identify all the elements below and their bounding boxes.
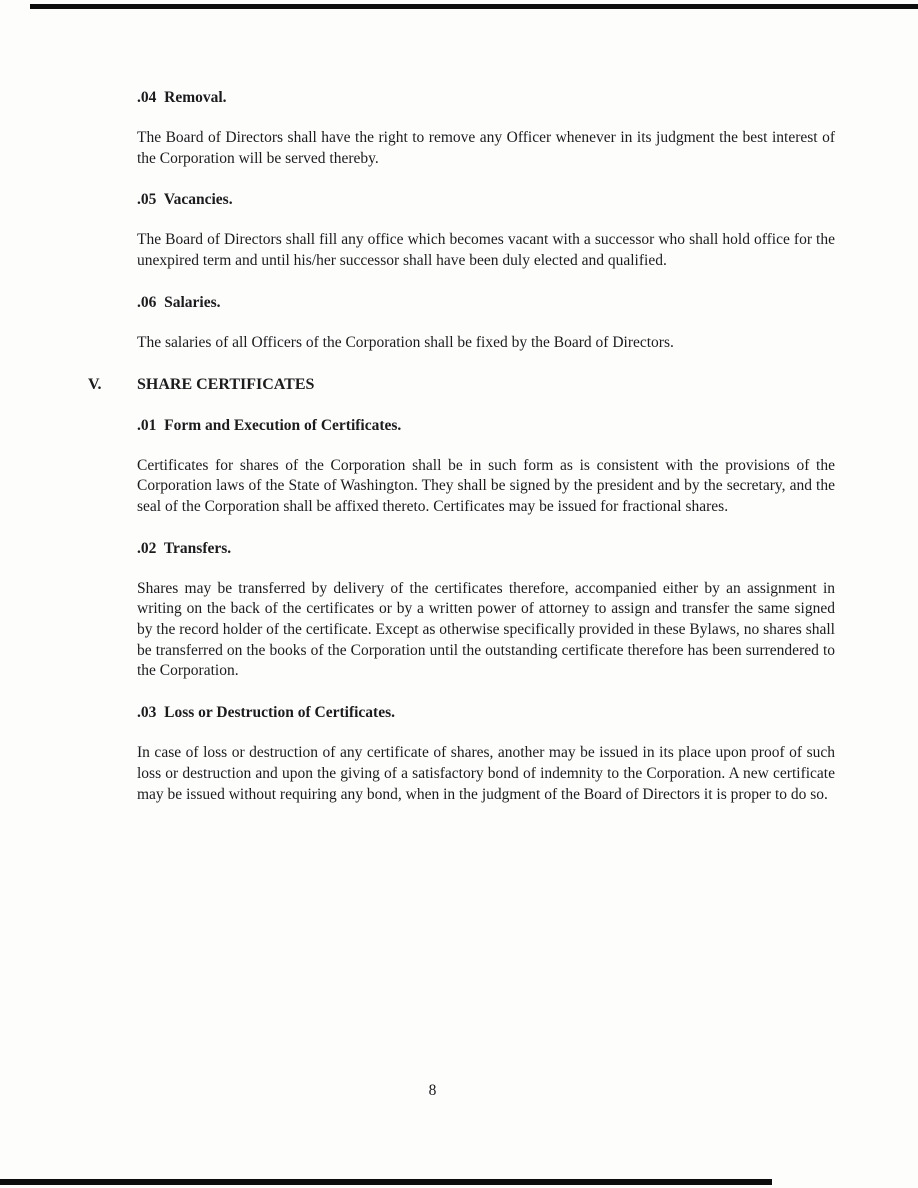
- subsection-heading-05-vacancies: .05 Vacancies.: [137, 191, 233, 209]
- subsection-heading-01-form-and-execution: .01 Form and Execution of Certificates.: [137, 416, 402, 434]
- subsection-heading-06-salaries: .06 Salaries.: [137, 293, 221, 311]
- article-numeral: V.: [88, 375, 102, 393]
- subsection-heading-03-loss-or-destruction: .03 Loss or Destruction of Certificates.: [137, 704, 395, 722]
- article-heading-share-certificates: [88, 375, 835, 395]
- subsection-heading-04-removal: .04 Removal.: [137, 89, 227, 106]
- paragraph-removal: The Board of Directors shall have the right to remove any Officer whenever in its judgment the best interest of the Corporation will be served thereby.: [137, 129, 835, 167]
- paragraph-loss-or-destruction: In case of loss or destruction of any certificate of shares, another may be issued in its place upon proof of such loss or destruction and upon the giving of a satisfactory bond of indemnity to the Corporation. A new certificate may be issued without requiring any bond, when in the judgment of the Board of Directors it is proper to do so.: [137, 744, 835, 803]
- document-content: [88, 88, 835, 826]
- article-title: SHARE CERTIFICATES: [137, 375, 315, 393]
- paragraph-form-and-execution: Certificates for shares of the Corporation shall be in such form as is consistent with the provisions of the Corporation laws of the State of Washington. They shall be signed by the president and by the secretary, and the seal of the Corporation shall be affixed thereto. Certificates may be issued for fractional shares.: [137, 456, 835, 515]
- paragraph-salaries: The salaries of all Officers of the Corporation shall be fixed by the Board of Directors.: [137, 333, 674, 351]
- page-number: 8: [428, 1082, 437, 1099]
- scan-artifact-bottom-line: [0, 1179, 772, 1185]
- paragraph-transfers: Shares may be transferred by delivery of the certificates therefore, accompanied either by an assignment in writing on the back of the certificates or by a written power of attorney to assign and transfer the same signed by the record holder of the certificate. Except as otherwise specifically provided in these Bylaws, no shares shall be transferred on the books of the Corporation until the outstanding certificate therefore has been surrendered to the Corporation.: [137, 579, 835, 680]
- scan-artifact-top-line: [30, 4, 918, 9]
- paragraph-vacancies: The Board of Directors shall fill any office which becomes vacant with a successor who shall hold office for the unexpired term and until his/her successor shall have been duly elected and qualified.: [137, 231, 835, 270]
- subsection-heading-02-transfers: .02 Transfers.: [137, 539, 232, 557]
